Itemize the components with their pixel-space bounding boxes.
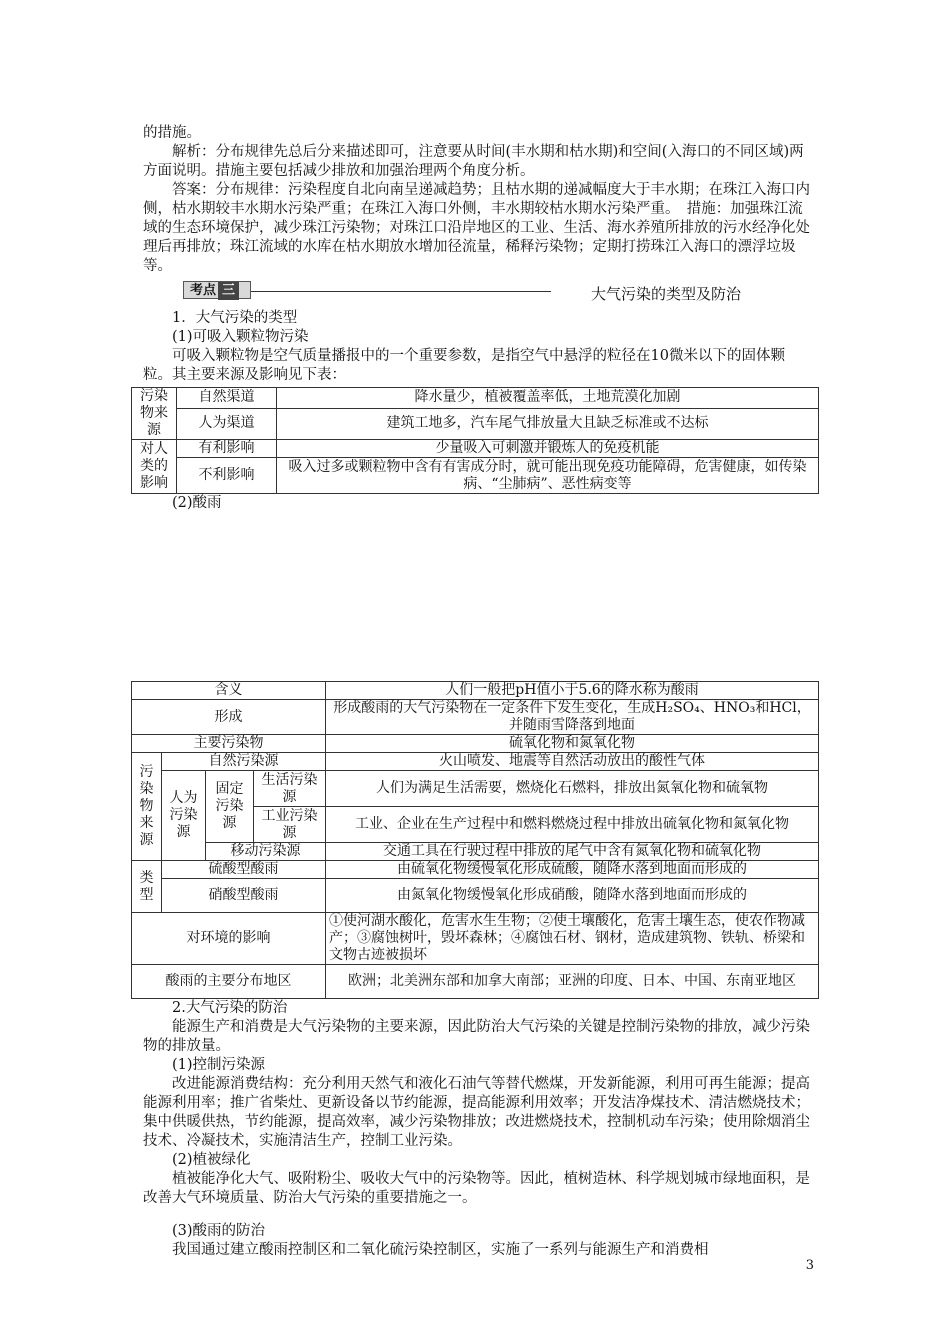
answer-paragraph: 答案：分布规律：污染程度自北向南呈递减趋势；且枯水期的递减幅度大于丰水期；在珠江入海口内侧，枯水期较丰水期水污染严重；在珠江入海口外侧，丰水期较枯水期水污染严重。 措施：加强珠江流域的生态环境保护，减少珠江污染物；对珠江口沿岸地区的工业、生活、海水养殖所排放的污水经净化处理后再排放；珠江流域的水库在枯水期放水增加径流量，稀释污染物；定期打捞珠江入海口的漂浮垃圾等。 <box>143 182 810 274</box>
paragraph: 能源生产和消费是大气污染物的主要来源，因此防治大气污染的关键是控制污染物的排放，减少污染物的排放量。 <box>143 1019 810 1054</box>
table-cell: 工业、企业在生产过程中和燃料燃烧过程中排放出硫氧化物和氮氧化物 <box>326 807 819 843</box>
table-cell: 形成酸雨的大气污染物在一定条件下发生变化，生成H₂SO₄、HNO₃和HCl，并随雨雪降落到地面 <box>326 700 819 735</box>
paragraph: 可吸入颗粒物是空气质量播报中的一个重要参数，是指空气中悬浮的粒径在10微米以下的固体颗粒。其主要来源及影响见下表： <box>143 348 785 383</box>
table-row-label: 形成 <box>132 700 326 735</box>
subsection-heading: (1)可吸入颗粒物污染 <box>172 329 309 345</box>
table-cell: 欧洲；北美洲东部和加拿大南部；亚洲的印度、日本、中国、东南亚地区 <box>326 965 819 999</box>
subsection-heading: (2)植被绿化 <box>172 1152 251 1168</box>
table-group-label: 污染物来源 <box>132 388 177 440</box>
kaodian-header <box>143 279 811 309</box>
table-row-label: 对环境的影响 <box>132 913 326 965</box>
kaodian-title: 大气污染的类型及防治 <box>590 285 741 303</box>
table-cell: 由硫氧化物缓慢氧化形成硫酸，随降水落到地面而形成的 <box>326 861 819 879</box>
table-row-label: 主要污染物 <box>132 735 326 753</box>
table-cell: 人们为满足生活需要，燃烧化石燃料，排放出氮氧化物和硫氧物 <box>326 771 819 807</box>
table-cell: 吸入过多或颗粒物中含有有害成分时，就可能出现免疫功能障碍，危害健康，如传染病、“尘肺病”、恶性病变等 <box>277 458 819 494</box>
table-row-label: 移动污染源 <box>206 843 326 861</box>
subsection-heading: (3)酸雨的防治 <box>172 1223 266 1239</box>
section-heading: 2.大气污染的防治 <box>172 1000 288 1016</box>
table-row-label: 自然渠道 <box>177 388 277 409</box>
table-cell: 少量吸入可刺激并锻炼人的免疫机能 <box>277 440 819 458</box>
paragraph: 植被能净化大气、吸附粉尘、吸收大气中的污染物等。因此，植树造林、科学规划城市绿地面积，是改善大气环境质量、防治大气污染的重要措施之一。 <box>143 1171 810 1206</box>
analysis-paragraph: 解析：分布规律先总后分来描述即可，注意要从时间(丰水期和枯水期)和空间(入海口的不同区域)两方面说明。措施主要包括减少排放和加强治理两个角度分析。 <box>143 144 804 179</box>
table-cell: 人们一般把pH值小于5.6的降水称为酸雨 <box>326 682 819 700</box>
table-cell: 交通工具在行驶过程中排放的尾气中含有氮氧化物和硫氧化物 <box>326 843 819 861</box>
table-row-label: 含义 <box>132 682 326 700</box>
document-body <box>139 124 811 1260</box>
table-group-label: 固定污染源 <box>206 771 254 843</box>
table-row-label: 不利影响 <box>177 458 277 494</box>
table-cell: 建筑工地多，汽车尾气排放量大且缺乏标准或不达标 <box>277 408 819 439</box>
table-row-label: 生活污染源 <box>254 771 326 807</box>
table-cell: 降水量少，植被覆盖率低，土地荒漠化加剧 <box>277 388 819 409</box>
table-cell: ①使河湖水酸化，危害水生生物；②使土壤酸化，危害土壤生态，使农作物减产；③腐蚀树叶，毁坏森林；④腐蚀石材、钢材，造成建筑物、铁轨、桥梁和文物古迹被损坏 <box>326 913 819 965</box>
kaodian-badge: 考点 三 <box>183 281 251 299</box>
table-cell: 火山喷发、地震等自然活动放出的酸性气体 <box>326 753 819 771</box>
subsection-heading: (2)酸雨 <box>172 495 222 511</box>
table-cell: 硫氧化物和氮氧化物 <box>326 735 819 753</box>
table-group-label: 污染物来源 <box>132 753 162 861</box>
table-group-label: 类型 <box>132 861 162 913</box>
table-row-label: 酸雨的主要分布地区 <box>132 965 326 999</box>
table-group-label: 对人类的影响 <box>132 440 177 494</box>
particulate-table <box>131 387 819 494</box>
table-group-label: 人为污染源 <box>162 771 206 861</box>
paragraph: 改进能源消费结构：充分利用天然气和液化石油气等替代燃煤，开发新能源，利用可再生能源；提高能源利用率；推广省柴灶、更新设备以节约能源，提高能源利用效率；开发洁净煤技术、清洁燃烧技术；集中供暖供热，节约能源，提高效率，减少污染物排放；改进燃烧技术，控制机动车污染；使用除烟消尘技术、冷凝技术，实施清洁生产，控制工业污染。 <box>143 1076 810 1149</box>
table-row-label: 硝酸型酸雨 <box>162 879 326 913</box>
table-row-label: 人为渠道 <box>177 408 277 439</box>
paragraph-continuation: 的措施。 <box>143 125 201 141</box>
table-cell: 由氮氧化物缓慢氧化形成硝酸，随降水落到地面而形成的 <box>326 879 819 913</box>
table-row-label: 工业污染源 <box>254 807 326 843</box>
subsection-heading: (1)控制污染源 <box>172 1057 266 1073</box>
table-row-label: 自然污染源 <box>162 753 326 771</box>
section-heading: 1．大气污染的类型 <box>172 310 298 326</box>
page-number: 3 <box>805 1258 814 1273</box>
acid-rain-table <box>131 681 819 999</box>
kaodian-divider <box>251 291 551 292</box>
paragraph: 我国通过建立酸雨控制区和二氧化硫污染控制区，实施了一系列与能源生产和消费相 <box>172 1242 709 1258</box>
table-row-label: 有利影响 <box>177 440 277 458</box>
table-row-label: 硫酸型酸雨 <box>162 861 326 879</box>
